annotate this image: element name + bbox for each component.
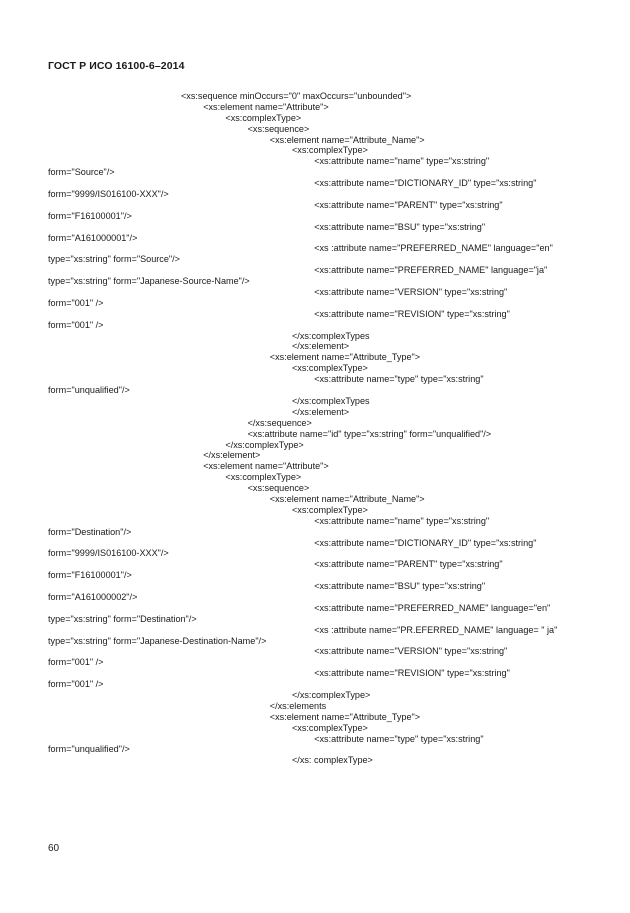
code-line [0, 287, 630, 298]
code-line-text: type="xs:string" form="Destination"/> [48, 613, 197, 624]
code-line [0, 363, 630, 374]
code-line-text: <xs:element name="Attribute_Type"> [269, 352, 421, 363]
code-line-text: </xs:complexType> [292, 689, 371, 700]
code-line [0, 189, 630, 200]
code-line-text: <xs:sequence minOccurs="0" maxOccurs="unbounded"> [181, 91, 412, 101]
code-line [0, 734, 630, 745]
code-line-text: </xs: complexType> [292, 755, 373, 766]
code-line [0, 548, 630, 559]
code-line-text: form="unqualified"/> [48, 385, 130, 396]
code-line-text: </xs:element> [292, 341, 350, 352]
code-line [0, 233, 630, 244]
code-line [0, 516, 630, 527]
code-line [0, 124, 630, 135]
code-line-text: </xs:element> [292, 406, 350, 417]
code-line [0, 440, 630, 451]
code-line-text: <xs:sequence> [247, 123, 310, 134]
code-line [0, 178, 630, 189]
code-line-text: <xs:attribute name="PARENT" type="xs:string" [314, 199, 503, 210]
code-line-text: <xs:attribute name="VERSION" type="xs:string" [314, 646, 508, 657]
code-line-text: form="A161000002"/> [48, 591, 138, 602]
code-line-text: <xs:attribute name="PARENT" type="xs:string" [314, 559, 503, 570]
code-line [0, 200, 630, 211]
code-line-text: <xs:attribute name="REVISION" type="xs:string" [314, 668, 510, 679]
code-line-text: <xs:complexType> [292, 145, 368, 156]
code-line-text: <xs:element name="Attribute"> [203, 101, 329, 112]
code-line [0, 396, 630, 407]
code-line-text: </xs:complexTypes [292, 395, 370, 406]
code-line [0, 636, 630, 647]
code-line-text: <xs:complexType> [292, 363, 368, 374]
code-line [0, 276, 630, 287]
code-line-text: <xs:attribute name="PREFERRED_NAME" language="en" [314, 602, 551, 613]
code-line-text: form="F16100001"/> [48, 570, 132, 581]
code-line-text: <xs:attribute name="REVISION" type="xs:string" [314, 308, 510, 319]
code-line-text: <xs :attribute name="PR.EFERRED_NAME" language= " ja" [314, 624, 558, 635]
code-line [0, 603, 630, 614]
code-line-text: <xs:complexType> [292, 722, 368, 733]
code-line-text: <xs:attribute name="DICTIONARY_ID" type="xs:string" [314, 178, 537, 189]
code-line [0, 494, 630, 505]
code-line-text: type="xs:string" form="Japanese-Destination-Name"/> [48, 635, 267, 646]
code-line [0, 723, 630, 734]
code-line [0, 614, 630, 625]
code-line [0, 102, 630, 113]
code-line [0, 298, 630, 309]
code-line-text: <xs:complexType> [225, 112, 302, 123]
code-line [0, 145, 630, 156]
code-line [0, 625, 630, 636]
code-line [0, 309, 630, 320]
code-line-text: <xs:attribute name="type" type="xs:string" [314, 374, 484, 385]
code-line [0, 254, 630, 265]
code-line-text: <xs:attribute name="BSU" type="xs:string" [314, 221, 486, 232]
code-line-text: <xs:element name="Attribute"> [203, 461, 329, 472]
code-line [0, 167, 630, 178]
code-line [0, 320, 630, 331]
code-line [0, 538, 630, 549]
code-line-text: <xs:attribute name="BSU" type="xs:string" [314, 581, 486, 592]
code-line-text: form="001" /> [48, 297, 104, 308]
code-line [0, 744, 630, 755]
page-number: 60 [48, 843, 60, 854]
code-line [0, 113, 630, 124]
code-line [0, 91, 630, 102]
code-line-text: <xs:attribute name="name" type="xs:string" [314, 515, 490, 526]
code-line-text: form="001" /> [48, 319, 104, 330]
code-line [0, 581, 630, 592]
code-line-text: type="xs:string" form="Source"/> [48, 254, 180, 265]
xml-schema-listing [0, 91, 630, 766]
code-line [0, 429, 630, 440]
code-line [0, 156, 630, 167]
code-line-text: <xs:attribute name="DICTIONARY_ID" type="xs:string" [314, 537, 537, 548]
code-line-text: form="unqualified"/> [48, 744, 130, 755]
code-line [0, 483, 630, 494]
code-line [0, 407, 630, 418]
code-line [0, 712, 630, 723]
code-line [0, 668, 630, 679]
code-line [0, 755, 630, 766]
code-line [0, 222, 630, 233]
code-line [0, 341, 630, 352]
code-line-text: <xs:attribute name="VERSION" type="xs:string" [314, 287, 508, 298]
code-line [0, 505, 630, 516]
standard-header: ГОСТ Р ИСО 16100-6–2014 [48, 60, 185, 72]
code-line [0, 418, 630, 429]
code-line [0, 374, 630, 385]
code-line [0, 592, 630, 603]
code-line-text: <xs :attribute name="PREFERRED_NAME" language="en" [314, 243, 553, 254]
code-line [0, 472, 630, 483]
code-line-text: <xs:attribute name="type" type="xs:string" [314, 733, 484, 744]
code-line-text: <xs:attribute name="PREFERRED_NAME" language="ja" [314, 265, 548, 276]
code-line-text: <xs:element name="Attribute_Name"> [269, 493, 425, 504]
code-line-text: <xs:complexType> [292, 504, 368, 515]
code-line-text: </xs:elements [269, 700, 327, 711]
code-line-text: <xs:attribute name="name" type="xs:string" [314, 156, 490, 167]
code-line-text: form="9999/IS016100-XXX"/> [48, 548, 169, 559]
code-line-text: type="xs:string" form="Japanese-Source-Name"/> [48, 276, 250, 287]
code-line [0, 385, 630, 396]
code-line-text: <xs:element name="Attribute_Type"> [269, 711, 421, 722]
code-line-text: <xs:sequence> [247, 483, 310, 494]
code-line-text: <xs:element name="Attribute_Name"> [269, 134, 425, 145]
code-line [0, 646, 630, 657]
code-line [0, 352, 630, 363]
code-line-text: form="F16100001"/> [48, 210, 132, 221]
code-line [0, 570, 630, 581]
code-line [0, 331, 630, 342]
code-line-text: form="Destination"/> [48, 526, 132, 537]
code-line [0, 211, 630, 222]
code-line-text: <xs:complexType> [225, 472, 302, 483]
code-line [0, 690, 630, 701]
code-line [0, 527, 630, 538]
code-line-text: form="A161000001"/> [48, 232, 138, 243]
code-line-text: </xs:complexType> [225, 439, 304, 450]
code-line-text: form="9999/IS016100-XXX"/> [48, 189, 169, 200]
code-line [0, 450, 630, 461]
code-line [0, 679, 630, 690]
code-line-text: <xs:attribute name="id" type="xs:string" form="unqualified"/> [247, 428, 492, 439]
code-line [0, 701, 630, 712]
code-line [0, 265, 630, 276]
code-line-text: </xs:element> [203, 450, 261, 461]
code-line-text: </xs:sequence> [247, 417, 312, 428]
code-line-text: form="Source"/> [48, 167, 115, 178]
code-line-text: form="001" /> [48, 657, 104, 668]
code-line [0, 559, 630, 570]
code-line [0, 243, 630, 254]
code-line [0, 135, 630, 146]
code-line-text: form="001" /> [48, 679, 104, 690]
code-line [0, 461, 630, 472]
code-line-text: </xs:complexTypes [292, 330, 370, 341]
code-line [0, 657, 630, 668]
